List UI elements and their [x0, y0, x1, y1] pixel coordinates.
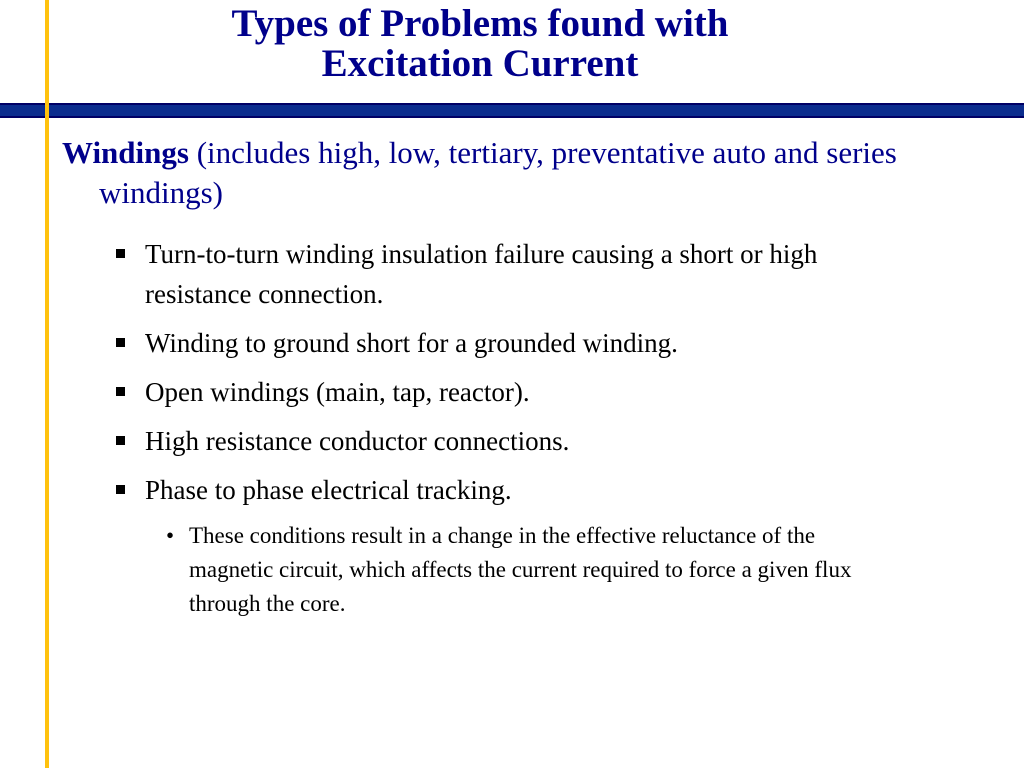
square-bullet-icon: [116, 249, 125, 258]
sub-bullet-item: [162, 519, 902, 621]
round-bullet-icon: •: [166, 523, 175, 548]
title-line-2: Excitation Current: [321, 42, 639, 85]
slide-title: [120, 4, 840, 84]
sub-bullet-text: These conditions result in a change in the effective reluctance of the magnetic circuit, which affects the current required to force a given flux through the core.: [189, 523, 852, 616]
bullet-item: [113, 323, 913, 363]
bullet-text: Winding to ground short for a grounded winding.: [145, 328, 678, 358]
square-bullet-icon: [116, 436, 125, 445]
sub-bullet-list: [162, 519, 902, 621]
title-divider-bar: [0, 103, 1024, 118]
bullet-item: [113, 470, 913, 510]
square-bullet-icon: [116, 387, 125, 396]
bullet-text: Phase to phase electrical tracking.: [145, 475, 512, 505]
bullet-text: Turn-to-turn winding insulation failure causing a short or high resistance connection.: [145, 239, 818, 309]
section-heading: [62, 133, 949, 213]
bullet-text: Open windings (main, tap, reactor).: [145, 377, 530, 407]
square-bullet-icon: [116, 485, 125, 494]
section-heading-rest: (includes high, low, tertiary, preventative auto and series windings): [99, 135, 897, 210]
bullet-item: [113, 234, 913, 314]
bullet-item: [113, 421, 913, 461]
square-bullet-icon: [116, 338, 125, 347]
title-line-1: Types of Problems found with: [231, 2, 729, 45]
section-heading-bold: Windings: [62, 135, 189, 170]
accent-vertical-line: [45, 0, 49, 768]
bullet-text: High resistance conductor connections.: [145, 426, 570, 456]
bullet-item: [113, 372, 913, 412]
bullet-list: [113, 234, 913, 519]
